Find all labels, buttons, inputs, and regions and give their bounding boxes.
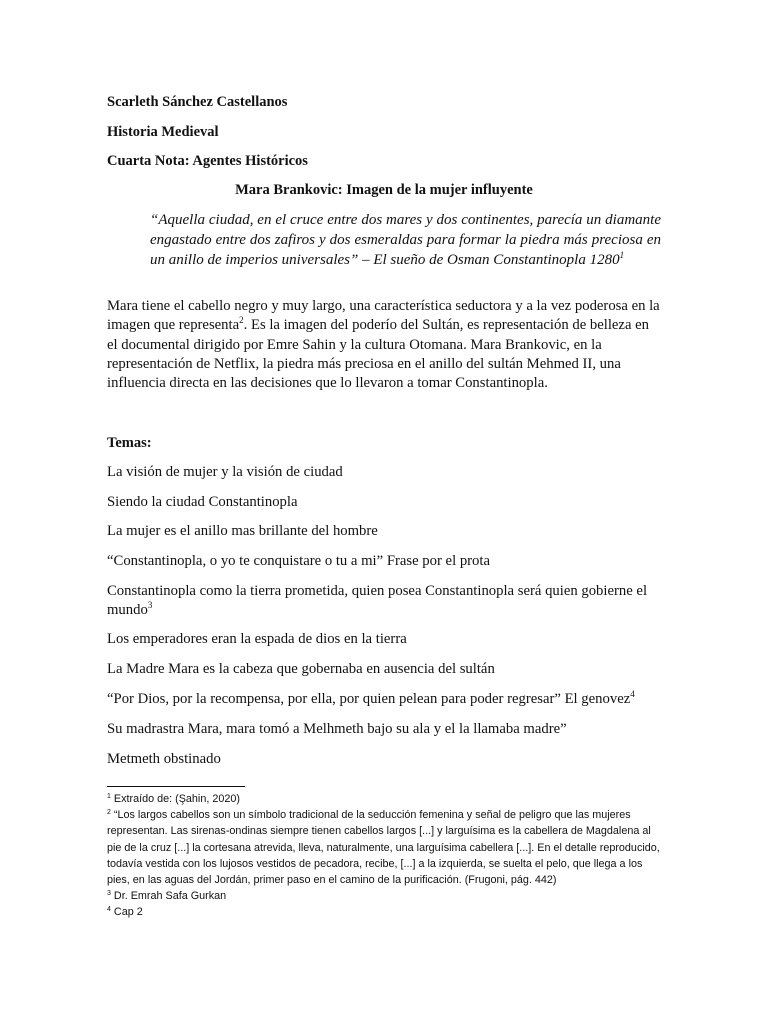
list-item [107,463,663,482]
footnote-ref: 3 [147,600,153,610]
quote-text: “Aquella ciudad, en el cruce entre dos mares y dos continentes, parecía un diamante engastado entre dos zafiros y dos esmeraldas para formar la piedra más preciosa en un anillo de imperios universales” – El sueño de Osman Constantinopla 1280 [150,212,661,268]
footnote-text: Cap 2 [110,906,143,919]
footnotes [107,791,663,921]
list-item-text: Su madrastra Mara, mara tomó a Melhmeth bajo su ala y el la llamaba madre” [107,721,567,737]
list-item [107,720,663,739]
footnote [107,904,663,920]
author-name: Scarleth Sánchez Castellanos [107,94,288,110]
section-heading-temas: Temas: [107,435,152,451]
footnote-ref: 1 [619,250,625,260]
list-item [107,582,663,620]
footnote [107,807,663,888]
footnote-number: 4 [107,906,111,914]
footnote [107,791,663,807]
assignment-title: Cuarta Nota: Agentes Históricos [107,153,308,169]
body-paragraph [107,297,663,393]
list-item [107,660,663,679]
list-item [107,690,663,709]
list-item-text: Siendo la ciudad Constantinopla [107,494,298,510]
list-item-text: La Madre Mara es la cabeza que gobernaba en ausencia del sultán [107,661,495,677]
list-item [107,630,663,649]
list-item-text: “Constantinopla, o yo te conquistare o tu a mi” Frase por el prota [107,553,491,569]
epigraph-quote [150,210,661,270]
list-item-text: La mujer es el anillo mas brillante del hombre [107,523,378,539]
list-item-text: La visión de mujer y la visión de ciudad [107,464,343,480]
paragraph-text: Mara tiene el cabello negro y muy largo, una característica seductora y a la vez poderosa en la imagen que representa [107,298,660,334]
footnote-text: Extraído de: (Şahin, 2020) [110,793,240,805]
list-item-text: Los emperadores eran la espada de dios en la tierra [107,631,407,647]
list-item-text: “Por Dios, por la recompensa, por ella, por quien pelean para poder regresar” El genovez [107,691,631,707]
footnote-text: “Los largos cabellos son un símbolo tradicional de la seducción femenina y señal de peligro que las mujeres representan. Las sirenas-ondinas siempre tienen cabellos largos [...] y larguísima es la cabellera de Magdalena al pie de la cruz [...] la cortesana atrevida, lleva, naturalmente, una larguísima cabellera [...]. En el detalle reproducido, todavía vestida con los lujosos vestidos de pecadora, recibe, [...] a la izquierda, se suelta el pelo, que llega a los pies, en las aguas del Jordán, primer paso en el camino de la purificación. (Frugoni, pág. 442) [107,809,660,887]
course-name: Historia Medieval [107,124,219,140]
paragraph-text: . Es la imagen del poderío del Sultán, es representación de belleza en el documental dirigido por Emre Sahin y la cultura Otomana. Mara Brankovic, en la representación de Netflix, la piedra más preciosa en el anillo del sultán Mehmed II, una influencia directa en las decisiones que lo llevaron a tomar Constantinopla. [107,317,650,392]
footnote-ref: 2 [239,315,244,326]
list-item [107,750,663,769]
footnote-text: Dr. Emrah Safa Gurkan [110,890,227,903]
footnote-number: 2 [107,809,111,817]
list-item [107,493,663,512]
footnote [107,888,663,904]
footnote-number: 3 [107,890,111,898]
footnote-separator [107,786,245,787]
list-item-text: Metmeth obstinado [107,751,221,767]
list-item [107,522,663,541]
list-item-text: Constantinopla como la tierra prometida, quien posea Constantinopla será quien gobierne el mundo [107,583,648,618]
list-item [107,552,663,571]
footnote-ref: 4 [630,689,635,699]
document-title: Mara Brankovic: Imagen de la mujer influyente [235,182,533,198]
footnote-number: 1 [107,793,111,800]
